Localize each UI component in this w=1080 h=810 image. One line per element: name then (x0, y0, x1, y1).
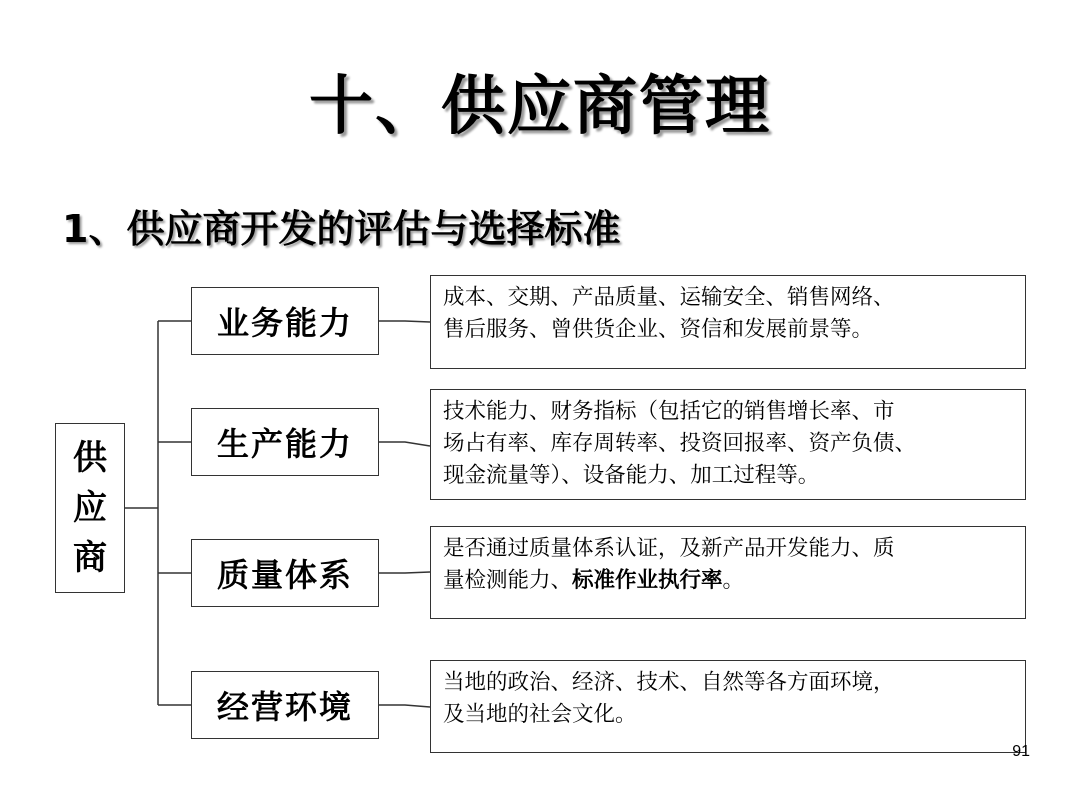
desc-connector-3 (379, 572, 430, 573)
category-node-production: 生产能力 (191, 408, 379, 476)
desc-connector-1 (379, 321, 430, 322)
description-text: 。 (722, 568, 745, 593)
description-text: 是否通过质量体系认证，及新产品开发能力、质 量检测能力、 (443, 536, 895, 593)
root-char: 应 (73, 488, 107, 528)
section-subtitle: 1、供应商开发的评估与选择标准 (62, 207, 621, 251)
root-char: 商 (73, 538, 107, 578)
category-node-environment: 经营环境 (191, 671, 379, 739)
category-node-quality: 质量体系 (191, 539, 379, 607)
description-box-quality (430, 526, 1026, 619)
description-box-production: 技术能力、财务指标（包括它的销售增长率、市 场占有率、库存周转率、投资回报率、资产负债、 现金流量等）、设备能力、加工过程等。 (430, 389, 1026, 500)
description-bold-text: 标准作业执行率 (572, 568, 723, 593)
category-node-business: 业务能力 (191, 287, 379, 355)
root-char: 供 (73, 438, 107, 478)
root-node-supplier (55, 423, 125, 593)
page-number: 91 (1012, 743, 1030, 760)
desc-connector-4 (379, 705, 430, 707)
description-box-business: 成本、交期、产品质量、运输安全、销售网络、 售后服务、曾供货企业、资信和发展前景等。 (430, 275, 1026, 369)
page-title: 十、供应商管理 (309, 70, 771, 144)
desc-connector-2 (379, 442, 430, 446)
description-box-environment: 当地的政治、经济、技术、自然等各方面环境， 及当地的社会文化。 (430, 660, 1026, 753)
